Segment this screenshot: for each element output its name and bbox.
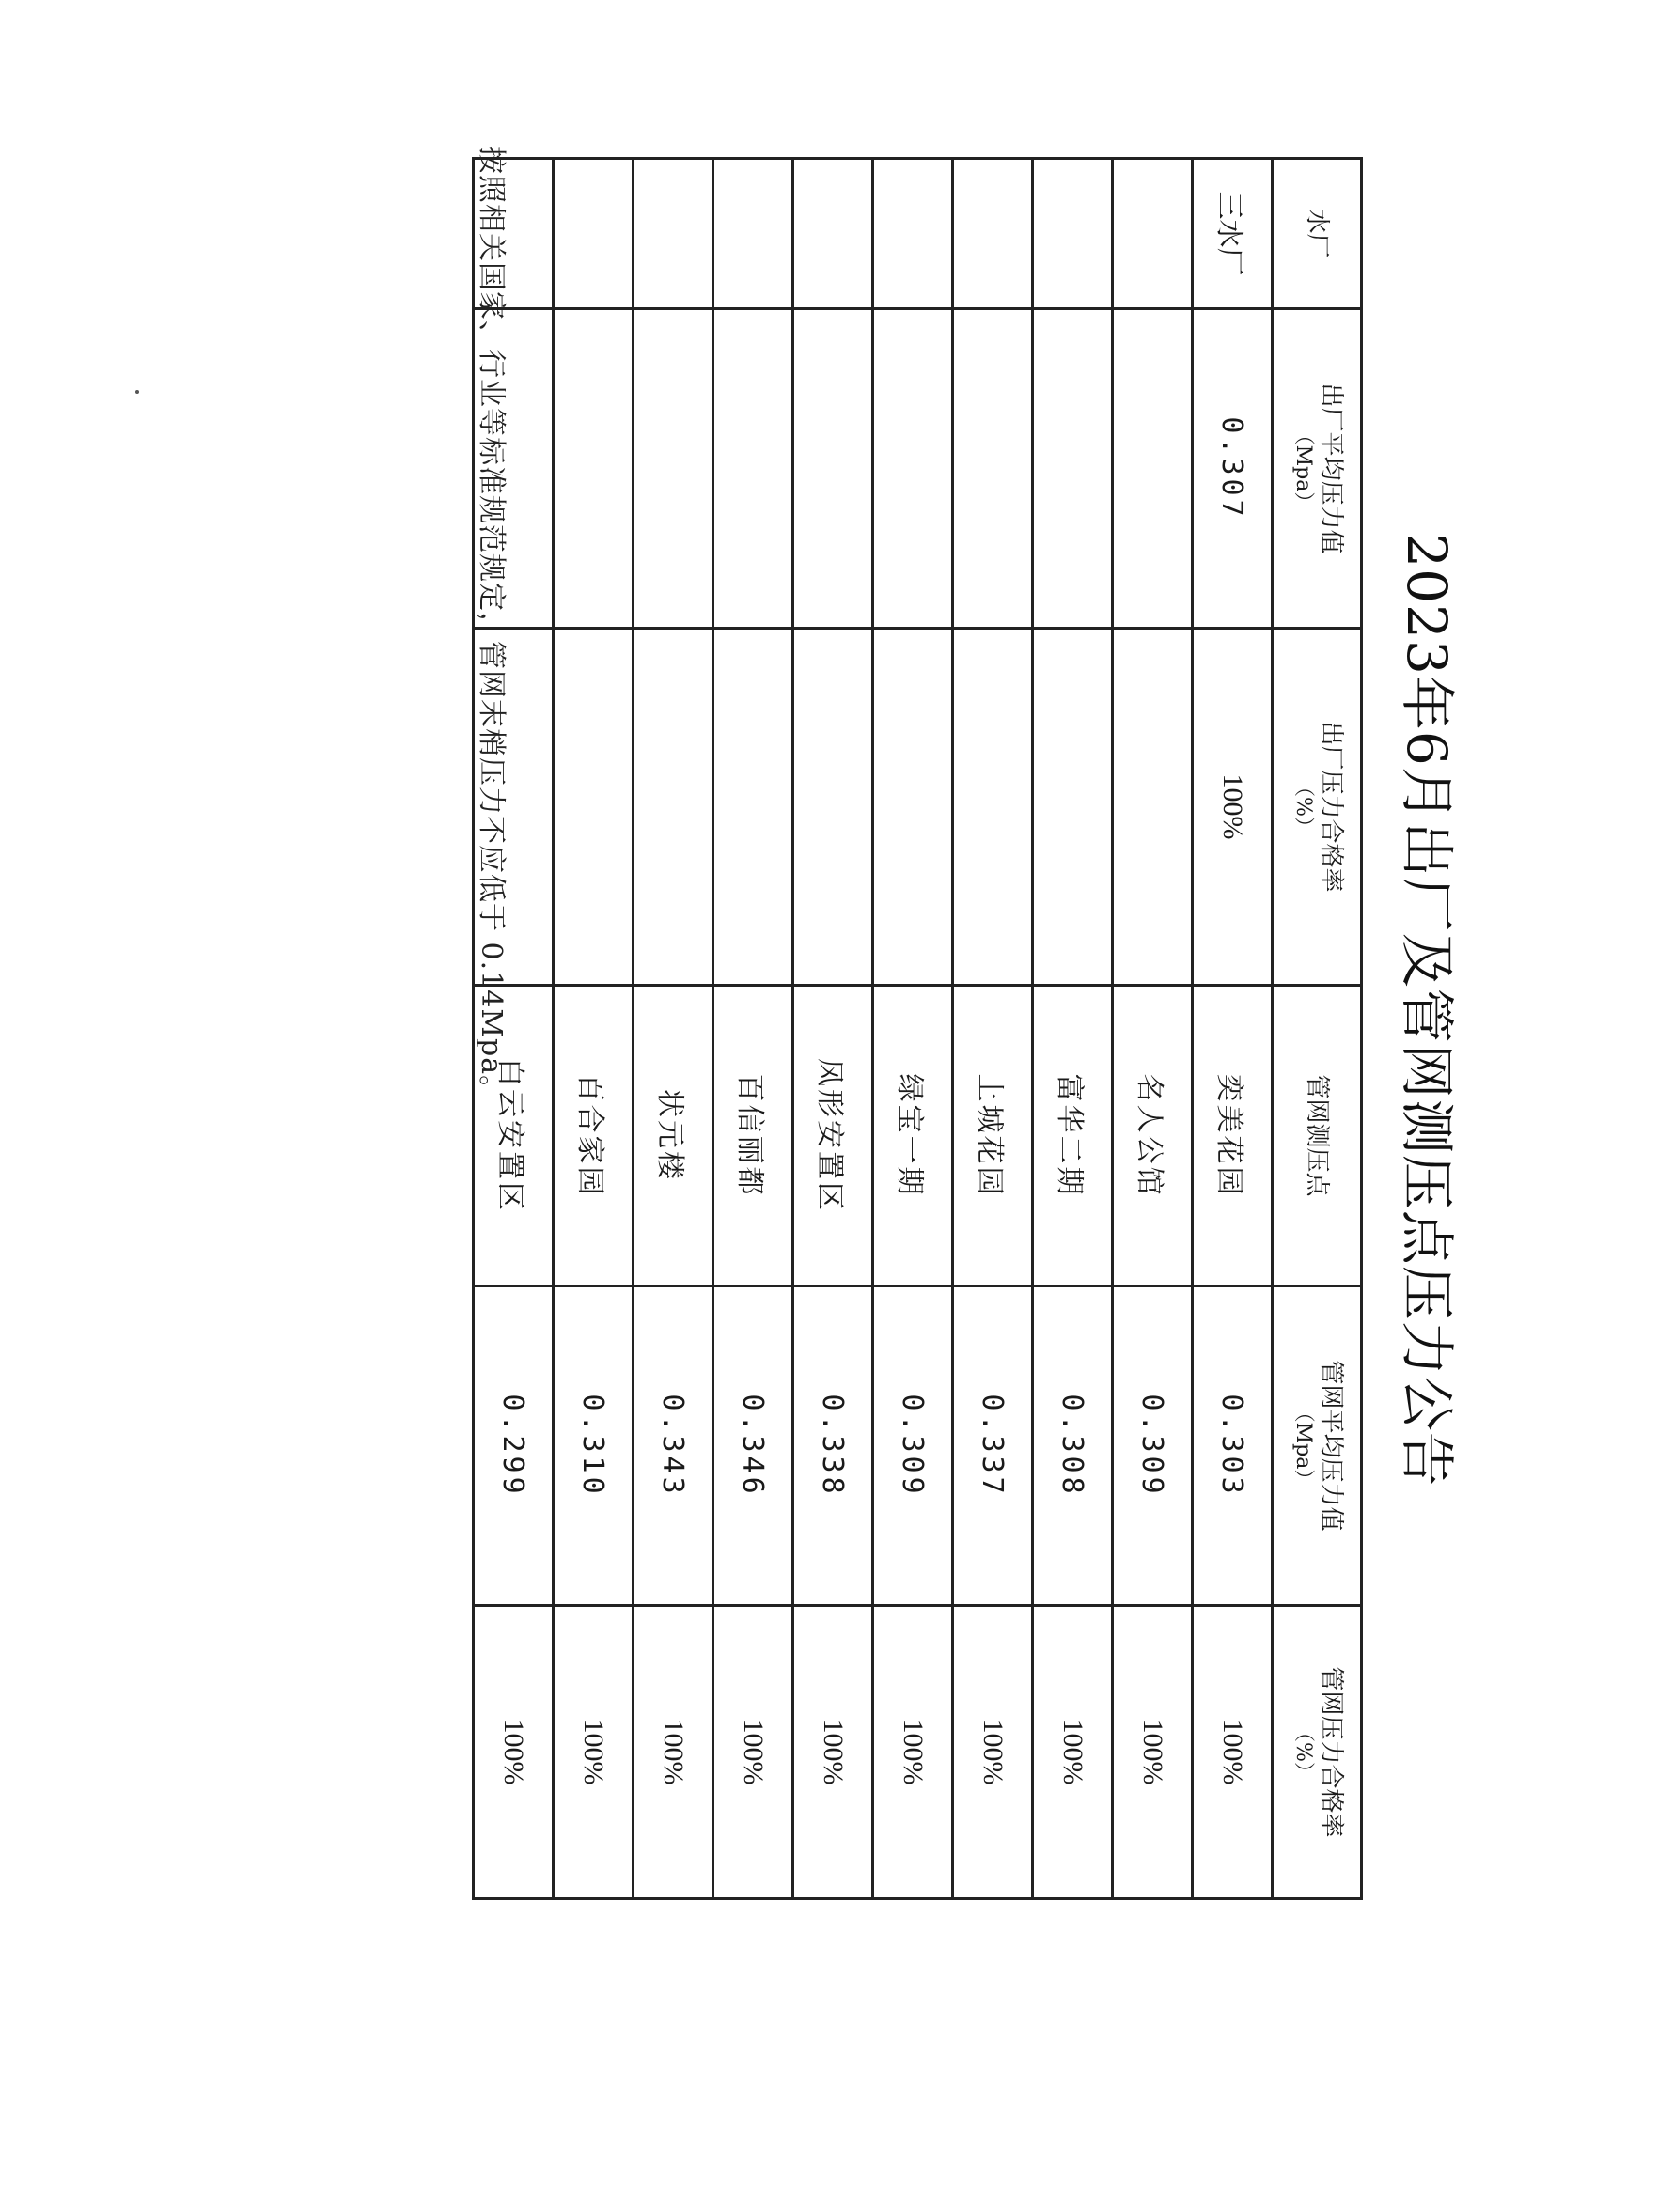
- empty-cell: [554, 629, 633, 986]
- point-pressure-cell: 0.309: [1113, 1286, 1193, 1606]
- point-rate-cell: 100%: [633, 1606, 713, 1899]
- point-pressure-cell: 0.299: [474, 1286, 554, 1606]
- point-pressure-cell: 0.338: [793, 1286, 873, 1606]
- empty-cell: [713, 629, 793, 986]
- point-pressure-cell: 0.309: [873, 1286, 953, 1606]
- point-rate-cell: 100%: [873, 1606, 953, 1899]
- table-row: [793, 159, 873, 1899]
- point-name-cell: 百信丽都: [713, 986, 793, 1286]
- rotated-document-page: [36, 136, 1464, 2025]
- plant-avg-pressure-cell: 0.307: [1193, 309, 1273, 629]
- header-plant-pass-rate: 出厂压力合格率 （%）: [1273, 629, 1362, 986]
- point-rate-cell: 100%: [793, 1606, 873, 1899]
- point-pressure-cell: 0.308: [1033, 1286, 1113, 1606]
- empty-cell: [1113, 629, 1193, 986]
- point-pressure-cell: 0.346: [713, 1286, 793, 1606]
- empty-cell: [633, 159, 713, 309]
- point-name-cell: 上城花园: [953, 986, 1033, 1286]
- empty-cell: [1033, 309, 1113, 629]
- point-pressure-cell: 0.337: [953, 1286, 1033, 1606]
- empty-cell: [713, 159, 793, 309]
- header-plant-avg-pressure: 出厂平均压力值 （Mpa）: [1273, 309, 1362, 629]
- table-row: [953, 159, 1033, 1899]
- empty-cell: [554, 159, 633, 309]
- empty-cell: [633, 629, 713, 986]
- empty-cell: [873, 159, 953, 309]
- header-point-avg-pressure: 管网平均压力值 （Mpa）: [1273, 1286, 1362, 1606]
- point-rate-cell: 100%: [554, 1606, 633, 1899]
- point-name-cell: 奕美花园: [1193, 986, 1273, 1286]
- point-name-cell: 百合家园: [554, 986, 633, 1286]
- point-pressure-cell: 0.303: [1193, 1286, 1273, 1606]
- point-rate-cell: 100%: [1113, 1606, 1193, 1899]
- table-row: [1193, 159, 1273, 1899]
- empty-cell: [1033, 629, 1113, 986]
- empty-cell: [873, 309, 953, 629]
- empty-cell: [1113, 159, 1193, 309]
- empty-cell: [1033, 159, 1113, 309]
- point-rate-cell: 100%: [1193, 1606, 1273, 1899]
- empty-cell: [953, 159, 1033, 309]
- plant-pass-rate-cell: 100%: [1193, 629, 1273, 986]
- plant-name-cell: 三水厂: [1193, 159, 1273, 309]
- empty-cell: [793, 159, 873, 309]
- table-row: [713, 159, 793, 1899]
- empty-cell: [873, 629, 953, 986]
- empty-cell: [633, 309, 713, 629]
- table-row: [554, 159, 633, 1899]
- point-name-cell: 富华二期: [1033, 986, 1113, 1286]
- point-pressure-cell: 0.310: [554, 1286, 633, 1606]
- point-name-cell: 凤形安置区: [793, 986, 873, 1286]
- footnote: 按照相关国家、行业等标准规范规定，管网末梢压力不应低于 0.14Mpa。: [475, 146, 508, 1105]
- point-name-cell: 绿宝一期: [873, 986, 953, 1286]
- point-pressure-cell: 0.343: [633, 1286, 713, 1606]
- empty-cell: [793, 629, 873, 986]
- point-name-cell: 白云安置区: [474, 986, 554, 1286]
- header-point-pass-rate: 管网压力合格率 （%）: [1273, 1606, 1362, 1899]
- table-row: [1113, 159, 1193, 1899]
- empty-cell: [713, 309, 793, 629]
- table-header-row: [1273, 159, 1362, 1899]
- pressure-table: [472, 157, 1363, 1900]
- table-row: [633, 159, 713, 1899]
- table-row: [873, 159, 953, 1899]
- point-name-cell: 状元楼: [633, 986, 713, 1286]
- scan-speck: [135, 390, 139, 394]
- point-rate-cell: 100%: [953, 1606, 1033, 1899]
- empty-cell: [554, 309, 633, 629]
- point-name-cell: 名人公馆: [1113, 986, 1193, 1286]
- empty-cell: [1113, 309, 1193, 629]
- point-rate-cell: 100%: [713, 1606, 793, 1899]
- empty-cell: [953, 629, 1033, 986]
- point-rate-cell: 100%: [1033, 1606, 1113, 1899]
- header-plant: 水厂: [1273, 159, 1362, 309]
- point-rate-cell: 100%: [474, 1606, 554, 1899]
- empty-cell: [953, 309, 1033, 629]
- header-point: 管网测压点: [1273, 986, 1362, 1286]
- table-row: [1033, 159, 1113, 1899]
- empty-cell: [793, 309, 873, 629]
- document-title: 2023年6月出厂及管网测压点压力公告: [1395, 533, 1459, 1488]
